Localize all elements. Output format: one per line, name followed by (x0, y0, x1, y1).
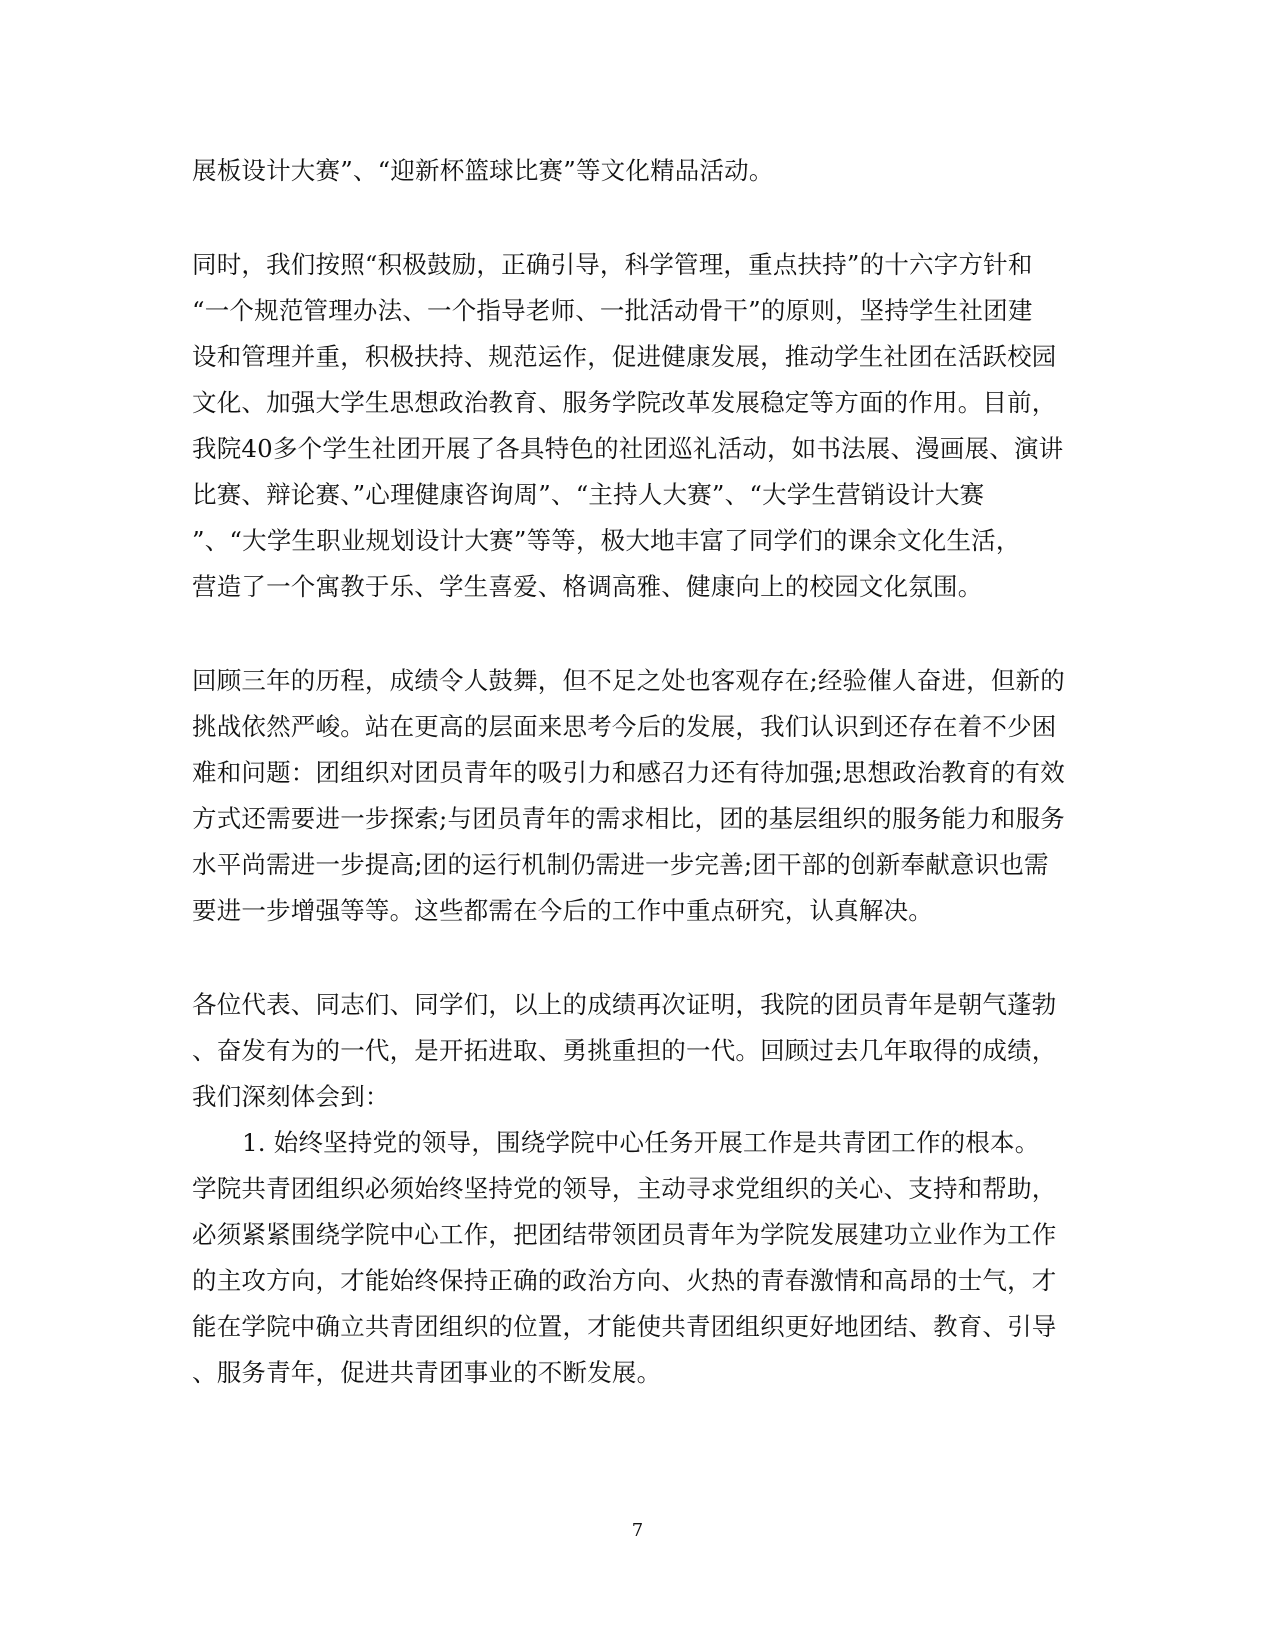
text-line: 水平尚需进一步提高;团的运行机制仍需进一步完善;团干部的创新奉献意识也需 (192, 850, 1049, 879)
text-line: 方式还需要进一步探索;与团员青年的需求相比，团的基层组织的服务能力和服务 (192, 804, 1065, 833)
text-line: 营造了一个寓教于乐、学生喜爱、格调高雅、健康向上的校园文化氛围。 (192, 572, 983, 601)
text-line: 各位代表、同志们、同学们，以上的成绩再次证明，我院的团员青年是朝气蓬勃 (192, 990, 1057, 1019)
text-line: 我院40多个学生社团开展了各具特色的社团巡礼活动，如书法展、漫画展、演讲 (192, 434, 1064, 463)
text-line: 难和问题：团组织对团员青年的吸引力和感召力还有待加强;思想政治教育的有效 (192, 758, 1065, 787)
text-line: 、服务青年，促进共青团事业的不断发展。 (192, 1358, 662, 1387)
text-line: 的主攻方向，才能始终保持正确的政治方向、火热的青春激情和高昂的士气，才 (192, 1266, 1057, 1295)
text-line: 设和管理并重，积极扶持、规范运作，促进健康发展，推动学生社团在活跃校园 (192, 342, 1057, 371)
text-line: ”、“大学生职业规划设计大赛”等等，极大地丰富了同学们的课余文化生活， (192, 526, 1021, 555)
text-line: 文化、加强大学生思想政治教育、服务学院改革发展稳定等方面的作用。目前， (192, 388, 1057, 417)
text-line: 、奋发有为的一代，是开拓进取、勇挑重担的一代。回顾过去几年取得的成绩， (192, 1036, 1057, 1065)
text-line: 必须紧紧围绕学院中心工作，把团结带领团员青年为学院发展建功立业作为工作 (192, 1220, 1057, 1249)
text-line: 要进一步增强等等。这些都需在今后的工作中重点研究，认真解决。 (192, 896, 933, 925)
text-line: 学院共青团组织必须始终坚持党的领导，主动寻求党组织的关心、支持和帮助， (192, 1174, 1057, 1203)
text-line: “一个规范管理办法、一个指导老师、一批活动骨干”的原则，坚持学生社团建 (192, 296, 1033, 325)
text-line: 同时，我们按照“积极鼓励，正确引导，科学管理，重点扶持”的十六字方针和 (192, 250, 1033, 279)
text-line: 比赛、辩论赛、”心理健康咨询周”、“主持人大赛”、“大学生营销设计大赛 (192, 480, 985, 509)
text-line: 我们深刻体会到： (192, 1082, 390, 1111)
text-line: 回顾三年的历程，成绩令人鼓舞，但不足之处也客观存在;经验催人奋进，但新的 (192, 666, 1065, 695)
text-line: 展板设计大赛”、“迎新杯篮球比赛”等文化精品活动。 (192, 156, 774, 185)
page-number: 7 (631, 1520, 644, 1541)
numbered-heading-line: 1. 始终坚持党的领导，围绕学院中心任务开展工作是共青团工作的根本。 (242, 1128, 1040, 1157)
text-line: 能在学院中确立共青团组织的位置，才能使共青团组织更好地团结、教育、引导 (192, 1312, 1057, 1341)
text-line: 挑战依然严峻。站在更高的层面来思考今后的发展，我们认识到还存在着不少困 (192, 712, 1057, 741)
